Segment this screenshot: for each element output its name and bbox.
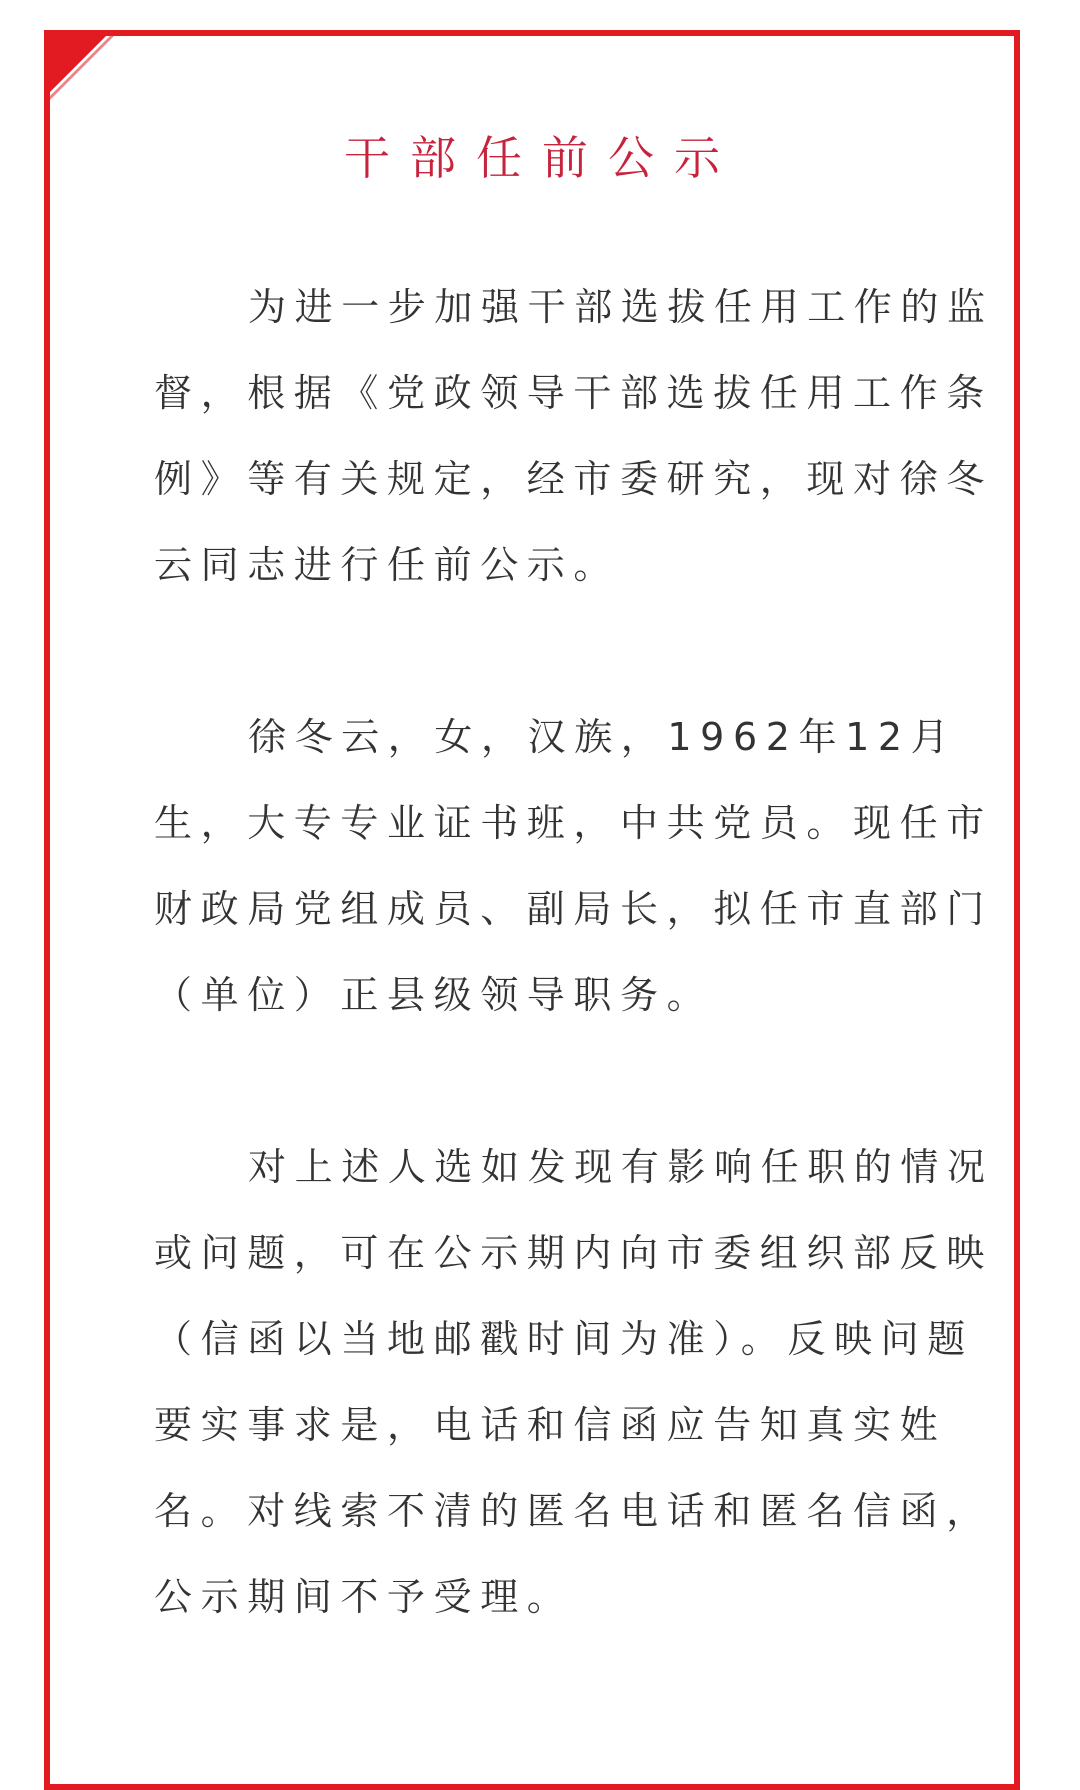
notice-frame <box>44 30 1020 1790</box>
notice-body <box>154 264 1018 1640</box>
notice-paragraph: 为进一步加强干部选拔任用工作的监督，根据《党政领导干部选拔任用工作条例》等有关规定，经市委研究，现对徐冬云同志进行任前公示。 <box>154 285 994 587</box>
notice-paragraph: 对上述人选如发现有影响任职的情况或问题，可在公示期内向市委组织部反映（信函以当地邮戳时间为准）。反映问题要实事求是，电话和信函应告知真实姓名。对线索不清的匿名电话和匿名信函，公示期间不予受理。 <box>154 1145 994 1619</box>
notice-title: 干部任前公示 <box>344 131 740 185</box>
notice-paragraph: 徐冬云，女，汉族，1962年12月生，大专专业证书班，中共党员。现任市财政局党组成员、副局长，拟任市直部门（单位）正县级领导职务。 <box>154 715 993 1017</box>
corner-stripe-decoration <box>50 36 122 108</box>
